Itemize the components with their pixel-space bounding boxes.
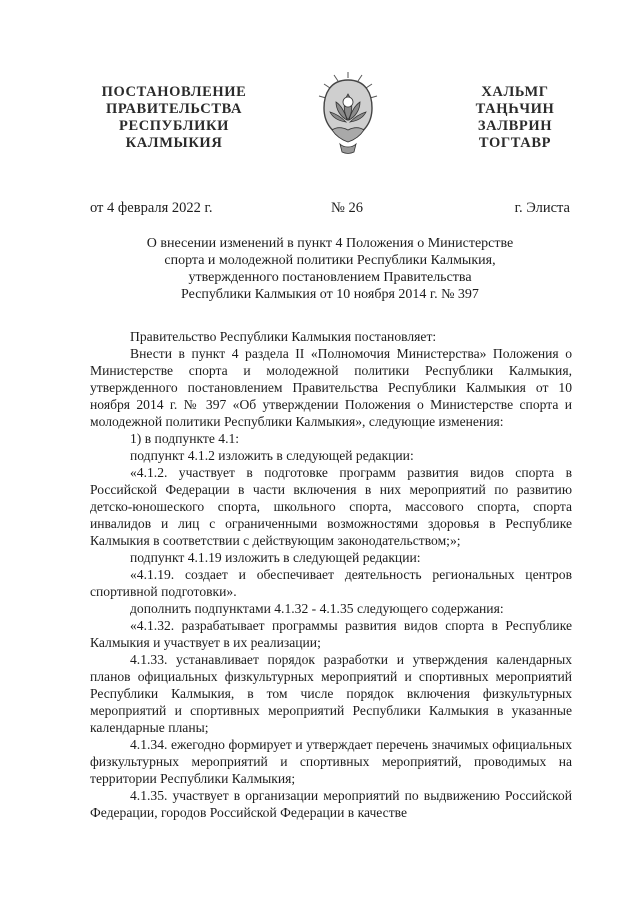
document-date: от 4 февраля 2022 г. (90, 200, 213, 216)
header-left-line: ПОСТАНОВЛЕНИЕ (101, 84, 247, 100)
body-paragraph: 4.1.33. устанавливает порядок разработки и утверждения календарных планов официальных физкультурных мероприятий и спортивных мероприятий Республики Калмыкия, в том числе порядок включения физкультурных мероприятий и спортивных мероприятий Республики Калмыкия в указанные календарные планы; (90, 652, 572, 735)
header-left-line: РЕСПУБЛИКИ (118, 118, 230, 134)
document-body (90, 328, 572, 821)
document-number: № 26 (331, 200, 363, 216)
document-meta-row (90, 200, 570, 218)
body-paragraph: Внести в пункт 4 раздела II «Полномочия Министерства» Положения о Министерстве спорта и молодежной политики Республики Калмыкия, утвержденного постановлением Правительства Республики Калмыкия от 10 ноября 2014 г. № 397 «Об утверждении Положения о Министерстве спорта и молодежной политики Республики Калмыкия», следующие изменения: (90, 346, 572, 429)
header-left-line: КАЛМЫКИЯ (125, 135, 223, 151)
document-title (110, 235, 550, 303)
document-city: г. Элиста (514, 200, 570, 216)
body-paragraph: подпункт 4.1.19 изложить в следующей редакции: (130, 550, 421, 565)
header-right-line: ХАЛЬМГ (481, 84, 549, 100)
header-right-title (450, 84, 580, 152)
title-line: О внесении изменений в пункт 4 Положения о Министерстве (146, 236, 514, 251)
header-left-line: ПРАВИТЕЛЬСТВА (105, 101, 243, 117)
body-paragraph: дополнить подпунктами 4.1.32 - 4.1.35 следующего содержания: (130, 601, 504, 616)
header-left-title (84, 84, 264, 152)
body-paragraph: подпункт 4.1.2 изложить в следующей редакции: (130, 448, 414, 463)
title-line: утвержденного постановлением Правительства (188, 270, 472, 285)
body-paragraph: 1) в подпункте 4.1: (130, 431, 240, 446)
title-line: спорта и молодежной политики Республики Калмыкия, (164, 253, 496, 268)
title-line: Республики Калмыкия от 10 ноября 2014 г. № 397 (181, 287, 479, 302)
body-paragraph: 4.1.34. ежегодно формирует и утверждает перечень значимых официальных физкультурных мероприятий и спортивных мероприятий, проводимых на территории Республики Калмыкия; (90, 737, 572, 786)
body-paragraph: «4.1.19. создает и обеспечивает деятельность региональных центров спортивной подготовки». (90, 567, 572, 599)
header-right-line: ТОГТАВР (478, 135, 552, 151)
header-right-line: ЗАЛВРИН (477, 118, 553, 134)
coat-of-arms-emblem (316, 72, 380, 156)
header-right-line: ТАҢҺЧИН (475, 101, 555, 117)
body-paragraph: 4.1.35. участвует в организации мероприятий по выдвижению Российской Федерации, городов Российской Федерации в качестве (90, 788, 572, 820)
body-paragraph: Правительство Республики Калмыкия постановляет: (130, 329, 437, 344)
body-paragraph: «4.1.2. участвует в подготовке программ развития видов спорта в Российской Федерации в части включения в них мероприятий по развитию детско-юношеского спорта, школьного спорта, массового спорта, спорта инвалидов и лиц с ограниченными возможностями здоровья в Республике Калмыкия в соответствии с действующим законодательством;»; (90, 465, 572, 548)
body-paragraph: «4.1.32. разрабатывает программы развития видов спорта в Республике Калмыкия и участвует в их реализации; (90, 618, 572, 650)
